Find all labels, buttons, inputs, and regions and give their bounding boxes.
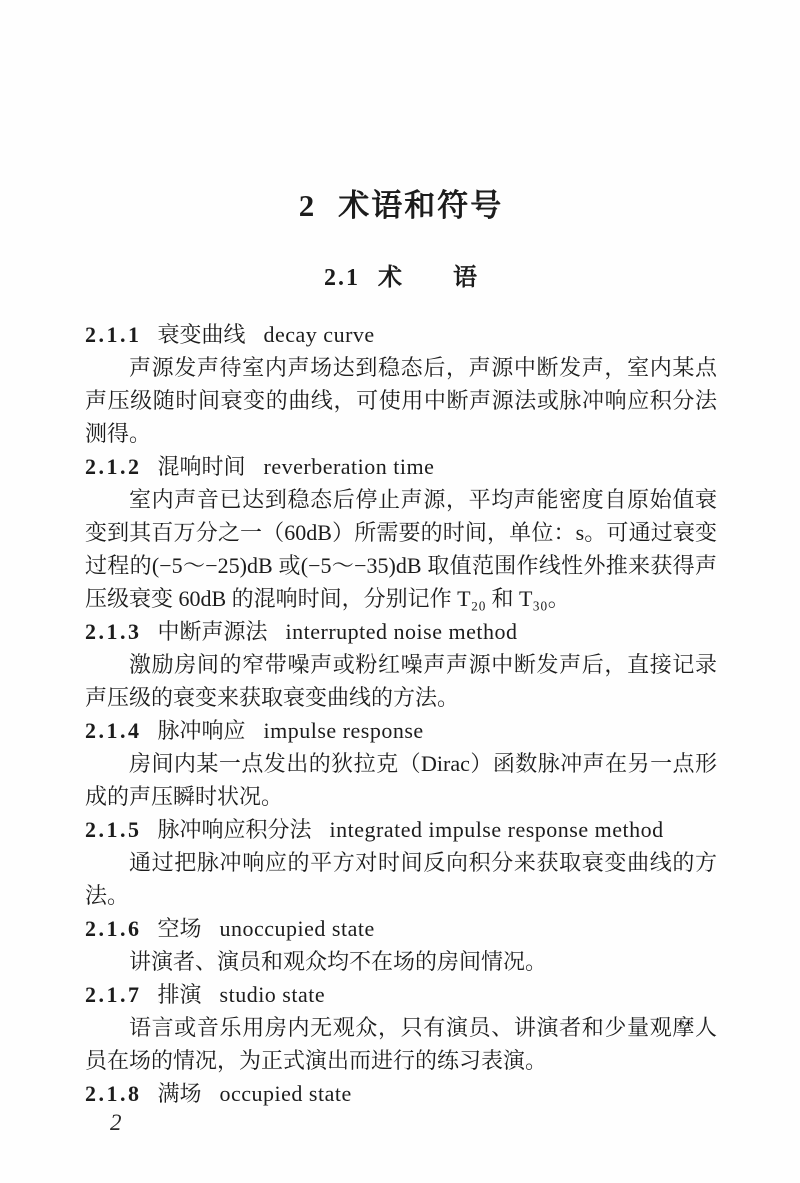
- term-zh: 脉冲响应积分法: [157, 817, 312, 842]
- term-heading: [85, 912, 717, 945]
- term-zh: 衰变曲线: [157, 322, 246, 347]
- term-entry: [85, 450, 717, 615]
- term-number: 2.1.4: [85, 718, 142, 743]
- term-zh: 空场: [157, 916, 202, 941]
- section-number: 2.1: [324, 265, 360, 291]
- term-heading: [85, 813, 717, 846]
- chapter-title-text: 术语和符号: [338, 188, 504, 223]
- section-title-text: 术 语: [378, 265, 478, 291]
- term-entry: [85, 813, 717, 912]
- term-heading: [85, 1077, 717, 1110]
- term-heading: [85, 714, 717, 747]
- term-number: 2.1.8: [85, 1081, 142, 1106]
- term-zh: 满场: [157, 1081, 202, 1106]
- term-zh: 排演: [157, 982, 202, 1007]
- term-number: 2.1.3: [85, 619, 142, 644]
- term-en: impulse response: [263, 718, 424, 743]
- term-entry: [85, 318, 717, 450]
- term-definition: 语言或音乐用房内无观众，只有演员、讲演者和少量观摩人员在场的情况，为正式演出而进行的练习表演。: [85, 1015, 717, 1073]
- term-definition: 激励房间的窄带噪声或粉红噪声声源中断发声后，直接记录声压级的衰变来获取衰变曲线的方法。: [85, 652, 717, 710]
- term-number: 2.1.6: [85, 916, 142, 941]
- page-number: 2: [110, 1110, 122, 1135]
- chapter-number: 2: [298, 188, 315, 223]
- term-definition: 讲演者、演员和观众均不在场的房间情况。: [129, 949, 548, 974]
- term-heading: [85, 318, 717, 351]
- term-definition: 通过把脉冲响应的平方对时间反向积分来获取衰变曲线的方法。: [85, 850, 717, 908]
- term-entry: [85, 714, 717, 813]
- term-en: integrated impulse response method: [329, 817, 664, 842]
- term-heading: [85, 978, 717, 1011]
- term-heading: [85, 615, 717, 648]
- term-zh: 脉冲响应: [157, 718, 246, 743]
- term-number: 2.1.5: [85, 817, 142, 842]
- term-en: unoccupied state: [219, 916, 375, 941]
- term-en: reverberation time: [263, 454, 435, 479]
- term-number: 2.1.7: [85, 982, 142, 1007]
- term-definition: 房间内某一点发出的狄拉克（Dirac）函数脉冲声在另一点形成的声压瞬时状况。: [85, 751, 717, 809]
- term-en: interrupted noise method: [285, 619, 518, 644]
- term-entry: [85, 615, 717, 714]
- term-entry: [85, 978, 717, 1077]
- term-number: 2.1.2: [85, 454, 142, 479]
- term-en: decay curve: [263, 322, 375, 347]
- section-title: [85, 265, 717, 291]
- chapter-title: [85, 0, 717, 223]
- text-block: [85, 0, 717, 1110]
- terms-list: [85, 318, 717, 1110]
- term-entry: [85, 912, 717, 978]
- term-definition: 声源发声待室内声场达到稳态后，声源中断发声，室内某点声压级随时间衰变的曲线，可使用中断声源法或脉冲响应积分法测得。: [85, 355, 717, 446]
- term-zh: 中断声源法: [157, 619, 268, 644]
- term-zh: 混响时间: [157, 454, 246, 479]
- term-en: occupied state: [219, 1081, 352, 1106]
- term-en: studio state: [219, 982, 326, 1007]
- term-entry: [85, 1077, 717, 1110]
- term-heading: [85, 450, 717, 483]
- term-definition: 室内声音已达到稳态后停止声源，平均声能密度自原始值衰变到其百万分之一（60dB）所需要的时间，单位：s。可通过衰变过程的(−5～−25)dB 或(−5～−35)dB 取值范围作线性外推来获得声压级衰变 60dB 的混响时间，分别记作 T₂₀ 和 T₃₀。: [85, 487, 717, 611]
- term-number: 2.1.1: [85, 322, 142, 347]
